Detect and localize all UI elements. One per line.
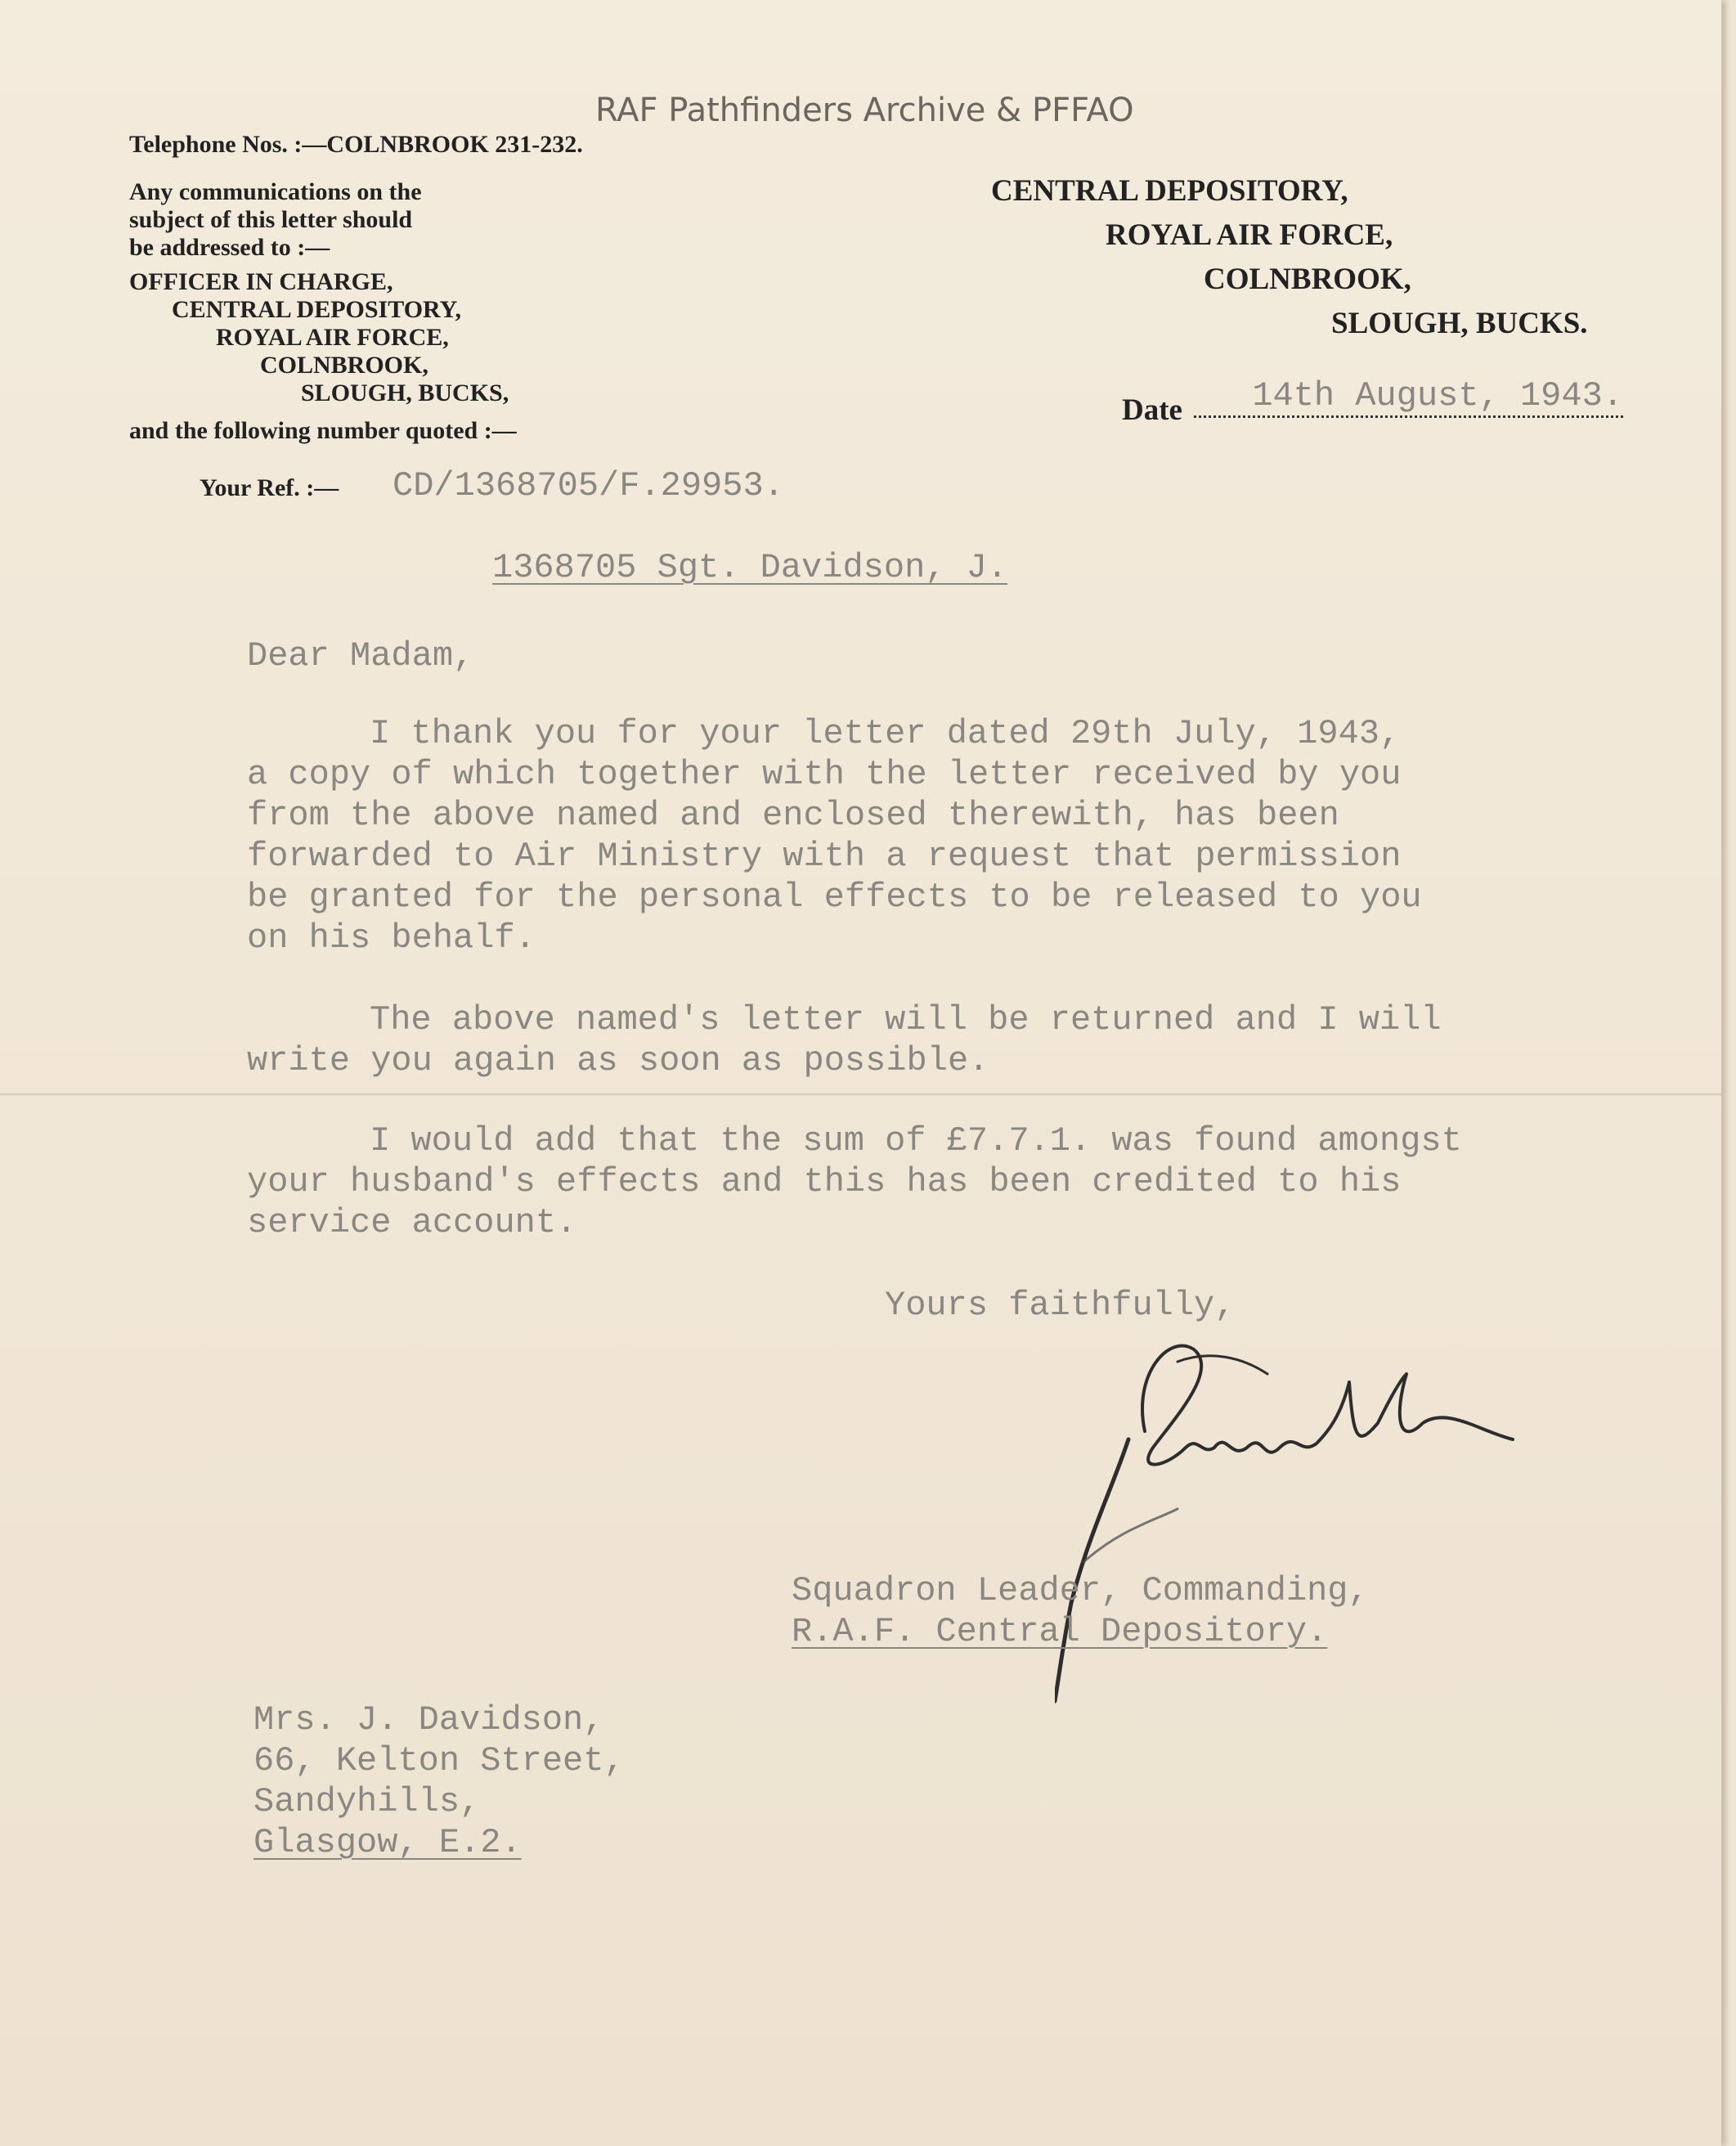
telephone-line: Telephone Nos. :—COLNBROOK 231-232. xyxy=(129,131,583,158)
date-value: 14th August, 1943. xyxy=(1194,376,1623,418)
reply-address-line: CENTRAL DEPOSITORY, xyxy=(172,296,462,323)
reply-address-line: COLNBROOK, xyxy=(260,352,428,379)
sender-line: CENTRAL DEPOSITORY, xyxy=(991,174,1348,208)
sender-line: ROYAL AIR FORCE, xyxy=(1106,218,1393,252)
paragraph-line: on his behalf. xyxy=(247,918,536,958)
paragraph-line: write you again as soon as possible. xyxy=(247,1041,989,1080)
reply-address-line: OFFICER IN CHARGE, xyxy=(129,268,393,295)
paragraph-line: The above named's letter will be returned and I will xyxy=(370,1000,1442,1039)
signatory-line: Squadron Leader, Commanding, xyxy=(792,1571,1369,1610)
reply-address-line: SLOUGH, BUCKS, xyxy=(301,379,509,406)
salutation: Dear Madam, xyxy=(247,636,474,676)
paragraph-line: I would add that the sum of £7.7.1. was found amongst xyxy=(370,1121,1462,1161)
paper-fold xyxy=(0,1093,1721,1096)
date-label: Date xyxy=(1122,393,1182,427)
paragraph-line: a copy of which together with the letter received by you xyxy=(247,755,1402,794)
paragraph-line: be granted for the personal effects to be released to you xyxy=(247,878,1422,917)
ref-value: CD/1368705/F.29953. xyxy=(393,466,784,505)
archive-watermark: RAF Pathfinders Archive & PFFAO xyxy=(595,92,1134,129)
closing: Yours faithfully, xyxy=(885,1286,1236,1325)
sender-line: SLOUGH, BUCKS. xyxy=(1331,307,1588,340)
recipient-line: Sandyhills, xyxy=(253,1782,481,1821)
paragraph-line: I thank you for your letter dated 29th July, 1943, xyxy=(370,714,1401,753)
sender-line: COLNBROOK, xyxy=(1204,263,1411,296)
paragraph-3 xyxy=(247,1120,1462,1243)
paragraph-line: from the above named and enclosed therewith, has been xyxy=(247,796,1339,835)
paragraph-1 xyxy=(247,713,1422,959)
paragraph-line: your husband's effects and this has been credited to his xyxy=(247,1162,1402,1201)
signatory-block xyxy=(792,1570,1369,1652)
comm-line: be addressed to :— xyxy=(129,234,330,261)
recipient-address xyxy=(253,1699,625,1863)
recipient-line: Mrs. J. Davidson, xyxy=(253,1700,604,1740)
recipient-line: 66, Kelton Street, xyxy=(253,1741,625,1780)
communications-note xyxy=(129,178,422,262)
comm-line: Any communications on the xyxy=(129,178,422,205)
reply-address xyxy=(129,268,509,407)
paragraph-line: service account. xyxy=(247,1203,577,1242)
recipient-line: Glasgow, E.2. xyxy=(253,1823,522,1862)
comm-line: subject of this letter should xyxy=(129,206,413,233)
letter-subject: 1368705 Sgt. Davidson, J. xyxy=(492,548,1008,587)
handwritten-signature xyxy=(1055,1325,1578,1717)
number-note: and the following number quoted :— xyxy=(129,417,517,444)
reply-address-line: ROYAL AIR FORCE, xyxy=(216,324,449,351)
paragraph-line: forwarded to Air Ministry with a request that permission xyxy=(247,837,1402,876)
paragraph-2 xyxy=(247,999,1442,1081)
ref-label: Your Ref. :— xyxy=(200,474,339,501)
signatory-line: R.A.F. Central Depository. xyxy=(792,1612,1328,1651)
